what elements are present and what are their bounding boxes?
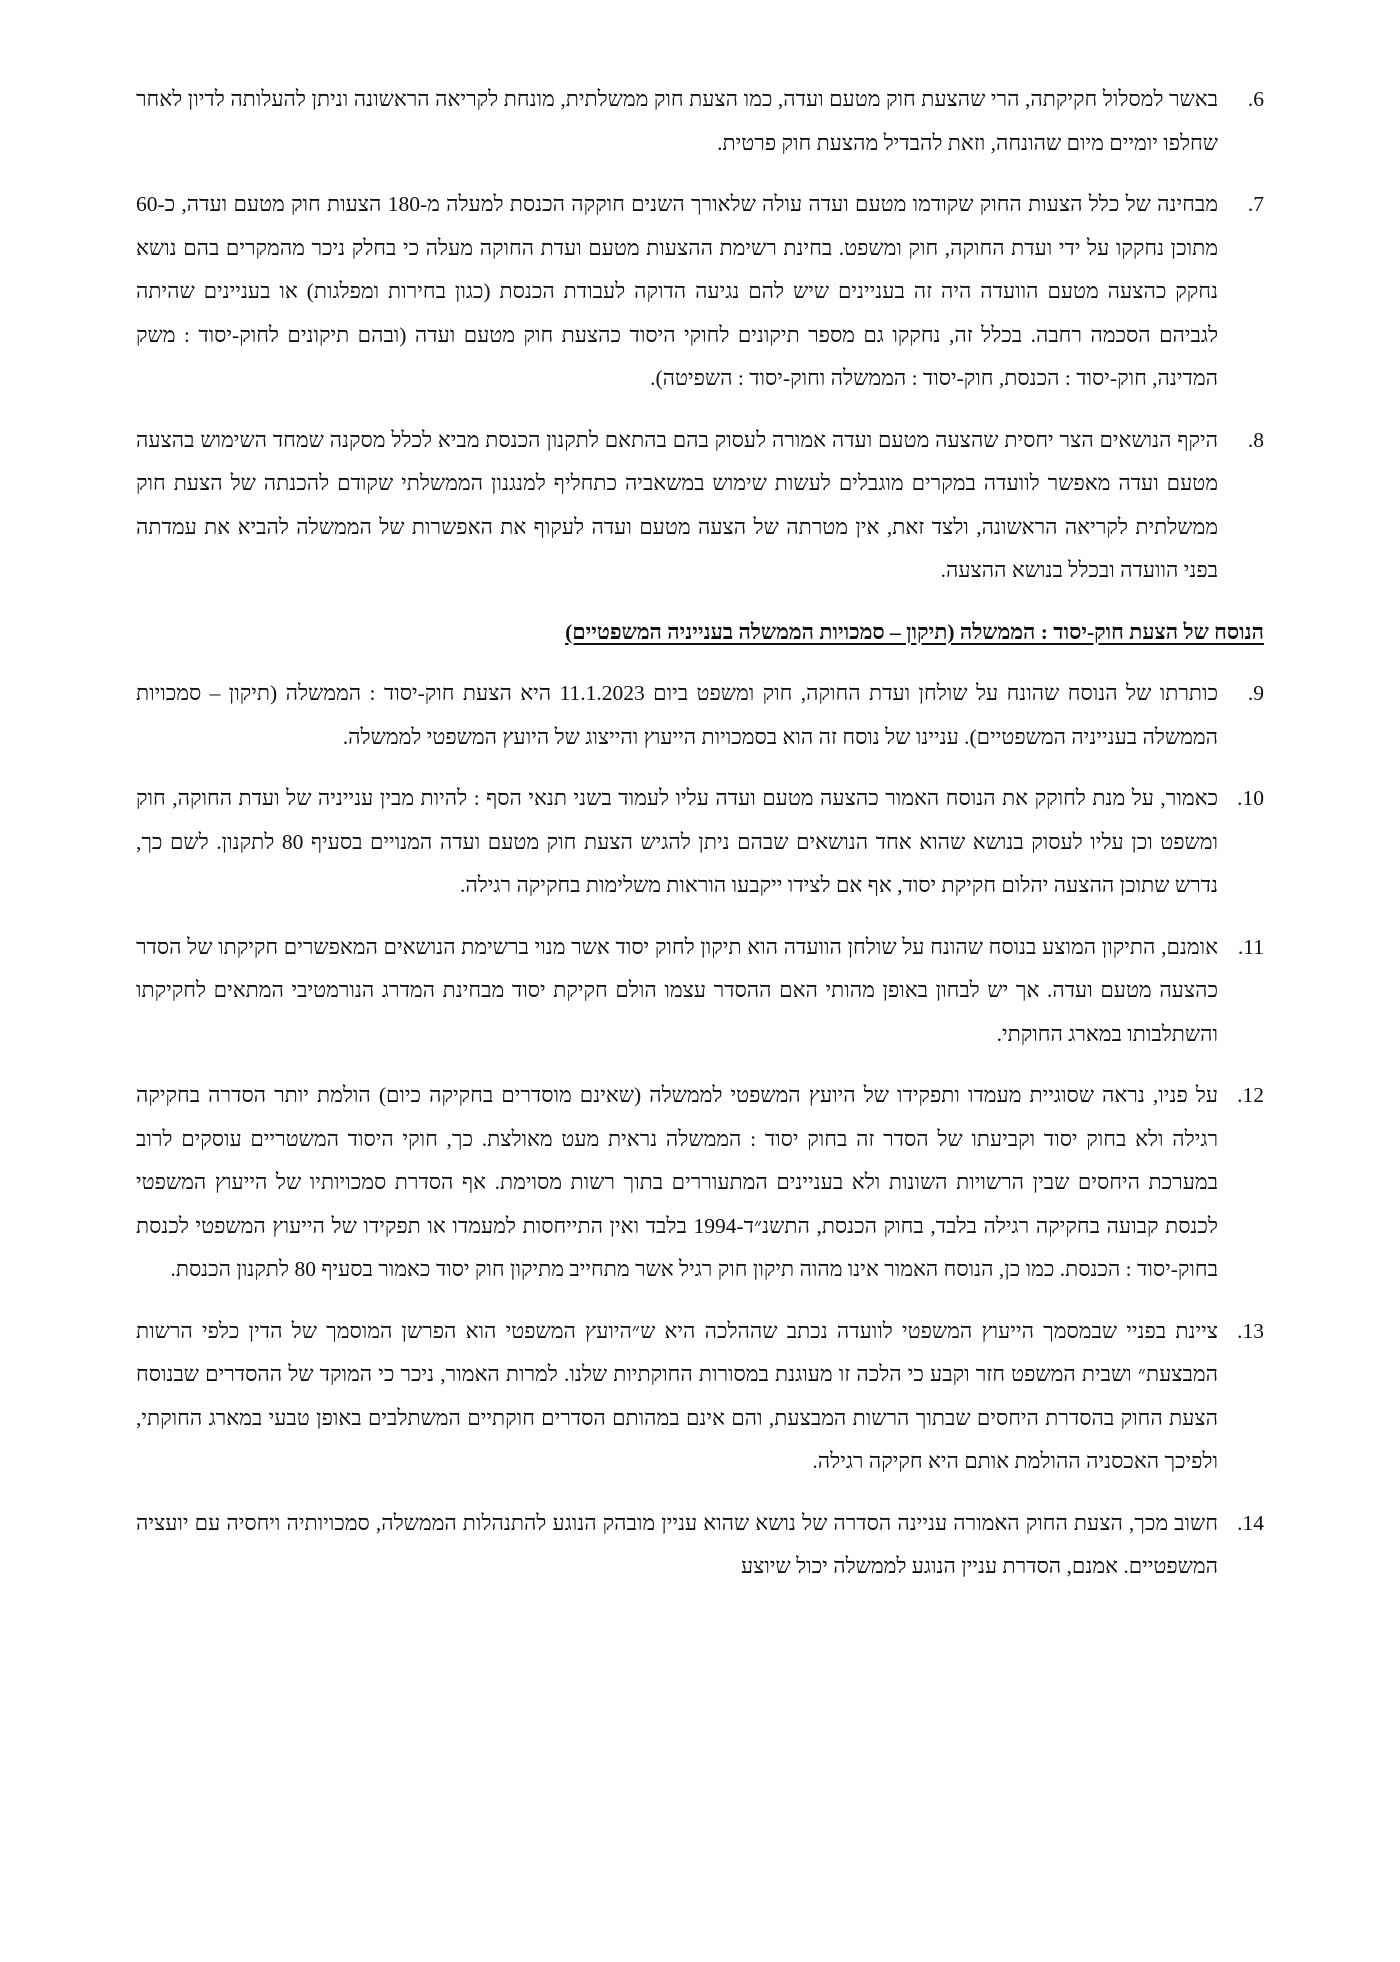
paragraph-number: .6 bbox=[1247, 87, 1264, 111]
paragraph-8 bbox=[136, 419, 1264, 593]
paragraph-number: .10 bbox=[1237, 786, 1264, 810]
paragraph-13 bbox=[136, 1310, 1264, 1484]
paragraph-number: .11 bbox=[1237, 934, 1264, 959]
paragraph-7 bbox=[136, 183, 1264, 401]
paragraph-number: .12 bbox=[1237, 1083, 1264, 1107]
paragraph-text: כאמור, על מנת לחוקק את הנוסח האמור כהצעה מטעם ועדה עליו לעמוד בשני תנאי הסף : להיות מבין ענייניה של ועדת החוקה, חוק ומשפט וכן עליו לעסוק בנושא שהוא אחד הנושאים שבהם ניתן להגיש הצעת חוק מטעם ועדה המנויים בסעיף 80 לתקנון. לשם כך, נדרש שתוכן ההצעה יהלום חקיקת יסוד, אף אם לצידו ייקבעו הוראות משלימות בחקיקה רגילה. bbox=[136, 786, 1218, 897]
paragraph-text: חשוב מכך, הצעת החוק האמורה עניינה הסדרה של נושא שהוא עניין מובהק הנוגע להתנהלות הממשלה, סמכויותיה ויחסיה עם יועציה המשפטיים. אמנם, הסדרת עניין הנוגע לממשלה יכול שיוצע bbox=[136, 1510, 1218, 1578]
paragraph-number: .7 bbox=[1247, 192, 1264, 216]
paragraph-text: היקף הנושאים הצר יחסית שהצעה מטעם ועדה אמורה לעסוק בהם בהתאם לתקנון הכנסת מביא לכלל מסקנה שמחד השימוש בהצעה מטעם ועדה מאפשר לוועדה במקרים מוגבלים לעשות שימוש במשאביה כתחליף למנגנון הממשלתי שקודם להכנתה של הצעת חוק ממשלתית לקריאה הראשונה, ולצד זאת, אין מטרתה של הצעה מטעם ועדה לעקוף את האפשרות של הממשלה להביא את עמדתה בפני הוועדה ובכלל בנושא ההצעה. bbox=[136, 427, 1218, 582]
paragraph-text: על פניו, נראה שסוגיית מעמדו ותפקידו של היועץ המשפטי לממשלה (שאינם מוסדרים בחקיקה כיום) הולמת יותר הסדרה בחקיקה רגילה ולא בחוק יסוד וקביעתו של הסדר זה בחוק יסוד : הממשלה נראית מעט מאולצת. כך, חוקי היסוד המשטריים עוסקים לרוב במערכת היחסים שבין הרשויות השונות ולא בעניינים המתעוררים בתוך רשות מסוימת. אף הסדרת סמכויותיו של הייעוץ המשפטי לכנסת קבועה בחקיקה רגילה בלבד, בחוק הכנסת, התשנ״ד-1994 בלבד ואין התייחסות למעמדו או תפקידו של הייעוץ המשפטי לכנסת בחוק-יסוד : הכנסת. כמו כן, הנוסח האמור אינו מהוה תיקון חוק רגיל אשר מתחייב מתיקון חוק יסוד כאמור בסעיף 80 לתקנון הכנסת. bbox=[136, 1083, 1218, 1281]
paragraph-number: .9 bbox=[1247, 681, 1264, 705]
paragraph-11 bbox=[136, 926, 1264, 1057]
paragraph-6 bbox=[136, 78, 1264, 165]
paragraph-text: כותרתו של הנוסח שהונח על שולחן ועדת החוקה, חוק ומשפט ביום 11.1.2023 היא הצעת חוק-יסוד : הממשלה (תיקון – סמכויות הממשלה בענייניה המשפטיים). עניינו של נוסח זה הוא בסמכויות הייעוץ והייצוג של היועץ המשפטי לממשלה. bbox=[136, 681, 1218, 749]
paragraph-9 bbox=[136, 672, 1264, 759]
paragraph-text: מבחינה של כלל הצעות החוק שקודמו מטעם ועדה עולה שלאורך השנים חוקקה הכנסת למעלה מ-180 הצעות חוק מטעם ועדה, כ-60 מתוכן נחקקו על ידי ועדת החוקה, חוק ומשפט. בחינת רשימת ההצעות מטעם ועדת החוקה מעלה כי בחלק ניכר מהמקרים בהם נושא נחקק כהצעה מטעם הוועדה היה זה בעניינים שיש להם נגיעה הדוקה לעבודת הכנסת (כגון בחירות ומפלגות) או בעניינים שהיתה לגביהם הסכמה רחבה. בכלל זה, נחקקו גם מספר תיקונים לחוקי היסוד כהצעת חוק מטעם ועדה (ובהם תיקונים לחוק-יסוד : משק המדינה, חוק-יסוד : הכנסת, חוק-יסוד : הממשלה וחוק-יסוד : השפיטה). bbox=[136, 192, 1218, 390]
paragraph-text: באשר למסלול חקיקתה, הרי שהצעת חוק מטעם ועדה, כמו הצעת חוק ממשלתית, מונחת לקריאה הראשונה וניתן להעלותה לדיון לאחר שחלפו יומיים מיום שהונחה, וזאת להבדיל מהצעת חוק פרטית. bbox=[136, 87, 1218, 155]
document-page bbox=[136, 78, 1264, 1607]
paragraph-text: ציינת בפניי שבמסמך הייעוץ המשפטי לוועדה נכתב שההלכה היא ש״היועץ המשפטי הוא הפרשן המוסמך של הדין כלפי הרשות המבצעת״ ושבית המשפט חזר וקבע כי הלכה זו מעוגנת במסורות החוקתיות שלנו. למרות האמור, ניכר כי המוקד של ההסדרים שבנוסח הצעת החוק בהסדרת היחסים שבתוך הרשות המבצעת, והם אינם במהותם הסדרים חוקתיים המשתלבים באופן טבעי במארג החוקתי, ולפיכך האכסניה ההולמת אותם היא חקיקה רגילה. bbox=[136, 1318, 1218, 1473]
paragraph-number: .14 bbox=[1237, 1510, 1264, 1535]
paragraph-12 bbox=[136, 1074, 1264, 1292]
paragraph-10 bbox=[136, 777, 1264, 908]
paragraph-number: .8 bbox=[1247, 427, 1264, 452]
paragraph-text: אומנם, התיקון המוצע בנוסח שהונח על שולחן הוועדה הוא תיקון לחוק יסוד אשר מנוי ברשימת הנושאים המאפשרים חקיקתו של הסדר כהצעה מטעם ועדה. אך יש לבחון באופן מהותי האם ההסדר עצמו הולם חקיקת יסוד מבחינת המדרג הנורמטיבי המתאים לחקיקתו והשתלבותו במארג החוקתי. bbox=[136, 934, 1218, 1046]
paragraph-number: .13 bbox=[1237, 1318, 1264, 1343]
section-heading: הנוסח של הצעת חוק-יסוד : הממשלה (תיקון – סמכויות הממשלה בענייניה המשפטיים) bbox=[565, 619, 1264, 644]
paragraph-14 bbox=[136, 1502, 1264, 1589]
